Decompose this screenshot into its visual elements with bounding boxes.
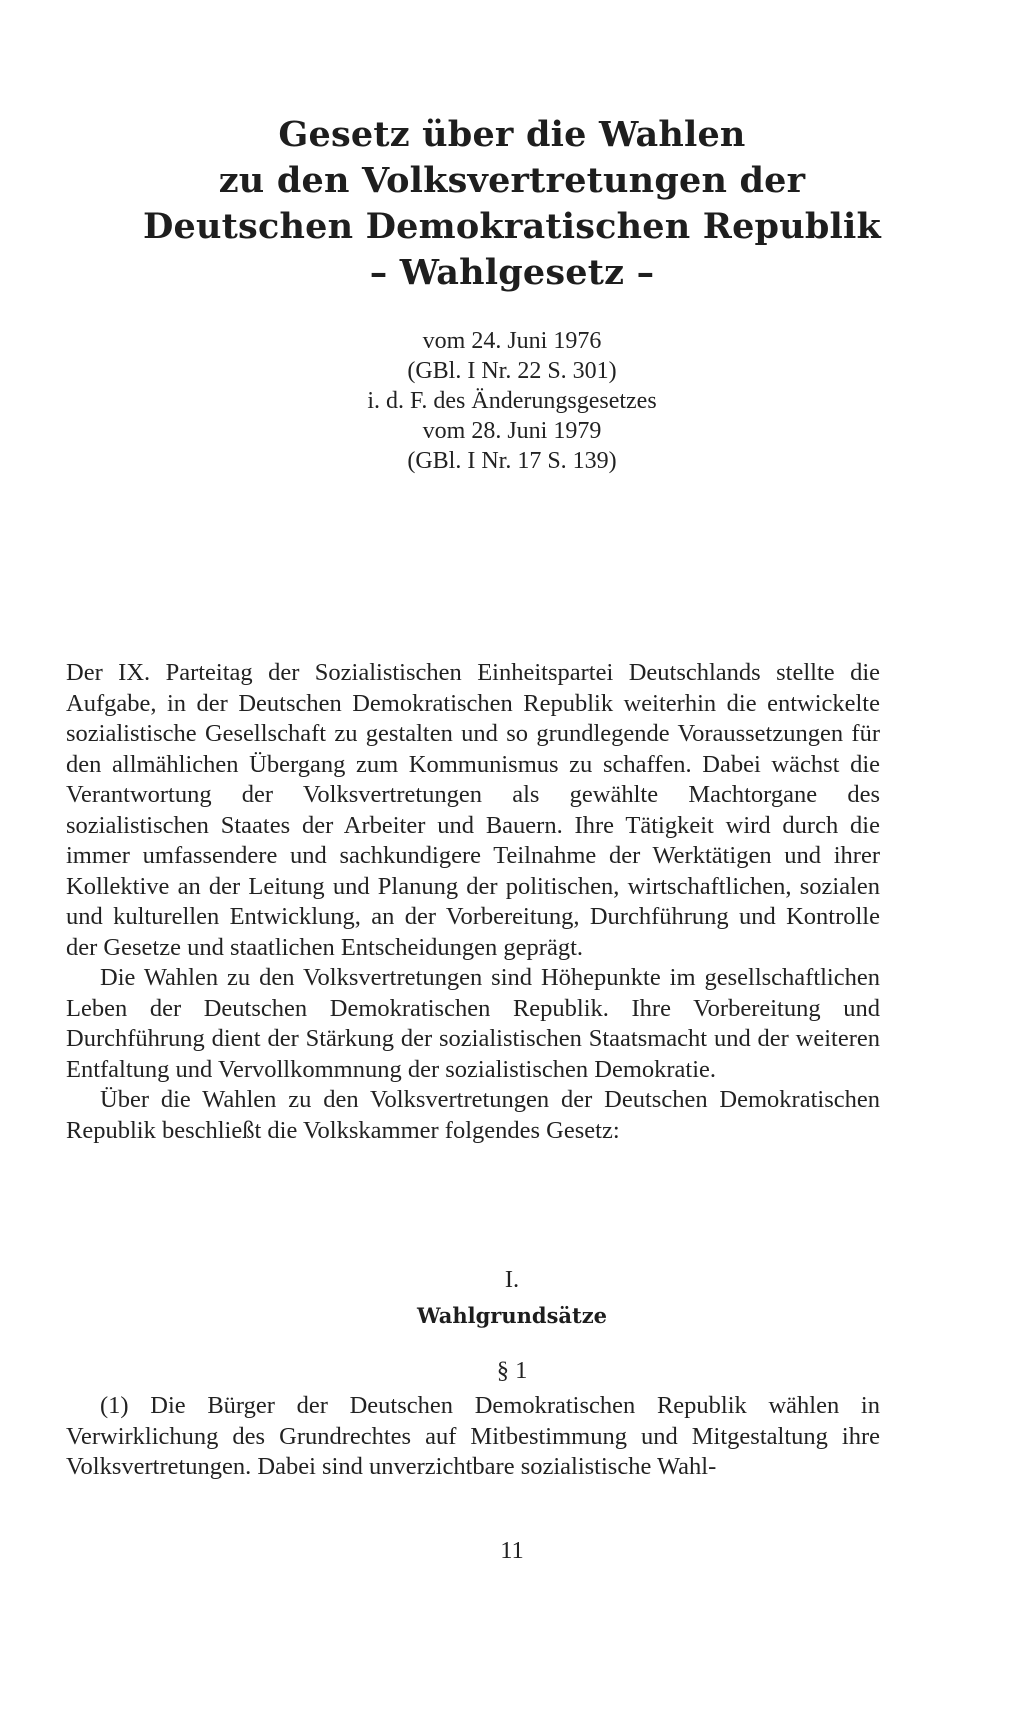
preamble-paragraph: Die Wahlen zu den Volksvertretungen sind Höhepunkte im gesellschaftlichen Leben der Deutschen Demokratischen Republik. Ihre Vorbereitung und Durchführung dient der Stärkung der sozialistischen Staatsmacht und der weiteren Entfaltung und Vervollkommnung der sozialistischen Demokratie. — [66, 964, 880, 1083]
title-line: Gesetz über die Wahlen — [278, 114, 746, 155]
section-heading: Wahlgrundsätze — [417, 1303, 607, 1328]
title-line: Deutschen Demokratischen Republik — [143, 206, 881, 247]
meta-line: vom 28. Juni 1979 — [422, 418, 602, 444]
document-title — [0, 112, 1024, 296]
title-line: – Wahlgesetz – — [369, 252, 655, 293]
meta-line: (GBl. I Nr. 17 S. 139) — [407, 448, 617, 474]
publication-reference — [0, 326, 1024, 476]
preamble-paragraph: Der IX. Parteitag der Sozialistischen Einheitspartei Deutschlands stellte die Aufgabe, in der Deutschen Demokratischen Republik weiterhin die entwickelte sozialistische Gesellschaft zu gestalten und so grundlegende Voraussetzungen für den allmählichen Übergang zum Kommunismus zu schaffen. Dabei wächst die Verantwortung der Volksvertretungen als gewählte Machtorgane des sozialistischen Staates der Arbeiter und Bauern. Ihre Tätigkeit wird durch die immer umfassendere und sachkundigere Teilnahme der Werktätigen und ihrer Kollektive an der Leitung und Planung der politischen, wirtschaftlichen, sozialen und kulturellen Entwicklung, an der Vorbereitung, Durchführung und Kontrolle der Gesetze und staatlichen Entscheidungen geprägt. — [66, 659, 880, 961]
meta-line: vom 24. Juni 1976 — [422, 328, 602, 354]
meta-line: (GBl. I Nr. 22 S. 301) — [407, 358, 617, 384]
preamble-paragraph: Über die Wahlen zu den Volksvertretungen der Deutschen Demokratischen Republik beschließt die Volkskammer folgendes Gesetz: — [66, 1086, 880, 1144]
paragraph-sign: § 1 — [496, 1357, 528, 1384]
paragraph-1-text: (1) Die Bürger der Deutschen Demokratischen Republik wählen in Verwirklichung des Grundrechtes auf Mitbestimmung und Mitgestaltung ihre Volksvertretungen. Dabei sind unverzichtbare sozialistische Wahl- — [66, 1392, 880, 1480]
section-number: I. — [504, 1266, 520, 1293]
meta-line: i. d. F. des Änderungsgesetzes — [367, 388, 657, 414]
page-number: 11 — [500, 1537, 524, 1564]
preamble — [66, 658, 880, 1146]
paragraph-1 — [66, 1391, 880, 1483]
title-line: zu den Volksvertretungen der — [218, 160, 806, 201]
